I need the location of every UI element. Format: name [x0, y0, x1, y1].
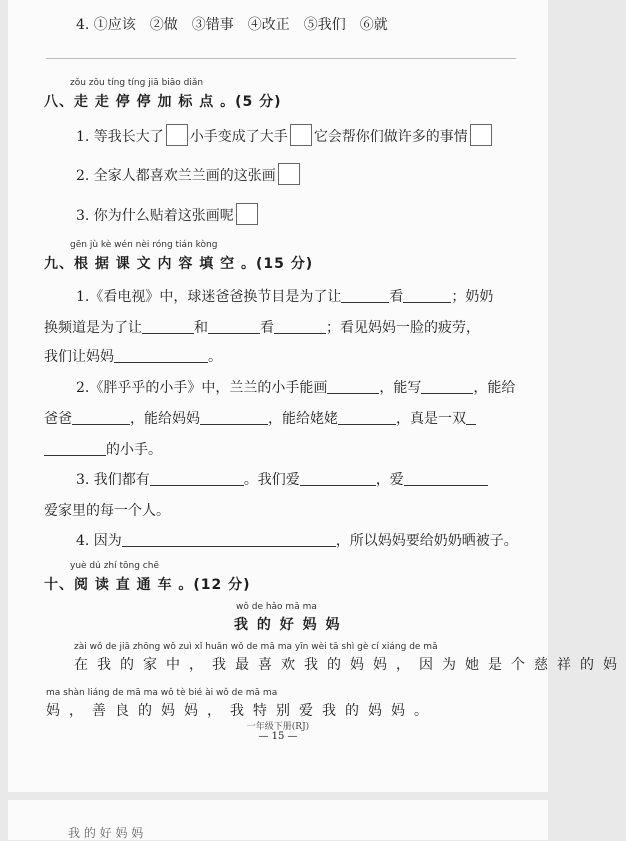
passage-line1-pinyin: zài wǒ de jiā zhōng wǒ zuì xǐ huān wǒ de mā ma yīn wèi tā shì gè cí xiáng de mā: [74, 642, 438, 652]
text: 的小手。: [106, 442, 162, 458]
sec9-q4: [76, 530, 518, 550]
punctuation-box[interactable]: [166, 124, 188, 146]
sec10-pinyin: yuè dú zhí tōng chē: [70, 561, 159, 571]
text: 。: [208, 349, 222, 365]
text: 和: [194, 320, 208, 336]
next-page-edge: [8, 800, 548, 840]
sec8-q2: [76, 163, 302, 185]
fill-blank[interactable]: [466, 410, 476, 425]
punctuation-box[interactable]: [290, 124, 312, 146]
text: 1.《看电视》中，球迷爸爸换节目是为了让: [76, 289, 342, 305]
sec8-q1: [76, 124, 494, 146]
sec9-q1-line1: [76, 286, 493, 306]
text: 看: [260, 320, 274, 336]
footer-book: 一年级下册(RJ): [246, 722, 310, 732]
fill-blank[interactable]: [114, 348, 208, 363]
word-options-line: 4. ①应该 ②做 ③错事 ④改正 ⑤我们 ⑥就: [76, 17, 388, 33]
page-number: — 15 —: [258, 731, 298, 742]
sec9-q3-line1: [76, 469, 488, 489]
passage-title: 我 的 好 妈 妈: [234, 617, 342, 633]
fill-blank[interactable]: [338, 410, 396, 425]
sec9-q3-line2: 爱家里的每一个人。: [44, 503, 170, 519]
text: 换频道是为了让: [44, 320, 142, 336]
fill-blank[interactable]: [72, 410, 130, 425]
text: 。我们爱: [243, 472, 300, 488]
sec8-q1-part-b: 小手变成了大手: [189, 129, 288, 145]
text: ，能给妈妈: [130, 411, 200, 427]
sec9-q1-line3: [44, 346, 222, 366]
text: ，所以妈妈要给奶奶晒被子。: [335, 533, 518, 549]
sec8-q3: [76, 203, 260, 225]
passage-line2-pinyin: ma shàn liáng de mā ma wǒ tè bié ài wǒ de mā ma: [46, 688, 278, 698]
fill-blank[interactable]: [403, 288, 451, 303]
sec8-q1-part-a: 1. 等我长大了: [76, 129, 164, 145]
text: 爸爸: [44, 411, 72, 427]
text: ；奶奶: [451, 289, 494, 305]
fill-blank[interactable]: [274, 319, 326, 334]
sec9-q2-line1: [76, 377, 515, 397]
sec9-pinyin: gēn jù kè wén nèi róng tián kòng: [70, 240, 218, 250]
passage-line1: 在我的家中，我最喜欢我的妈妈，因为她是个慈祥的妈: [74, 657, 626, 673]
fill-blank[interactable]: [122, 532, 336, 547]
punctuation-box[interactable]: [278, 163, 300, 185]
text: ，能写: [379, 380, 422, 396]
fill-blank[interactable]: [421, 379, 473, 394]
punctuation-box[interactable]: [236, 203, 258, 225]
fill-blank[interactable]: [150, 471, 244, 486]
fill-blank[interactable]: [44, 441, 106, 456]
text: ；看见妈妈一脸的疲劳，: [326, 320, 480, 336]
sec8-pinyin: zǒu zǒu tíng tíng jiā biāo diǎn: [70, 78, 204, 88]
sec9-title: 九、根 据 课 文 内 容 填 空 。(15 分): [44, 256, 314, 272]
text: ，能给: [473, 380, 516, 396]
text: 3. 我们都有: [76, 472, 150, 488]
fill-blank[interactable]: [200, 410, 268, 425]
next-page-text: 我 的 好 妈 妈: [68, 826, 144, 840]
text: ，爱: [375, 472, 404, 488]
fill-blank[interactable]: [327, 379, 379, 394]
sec9-q2-line3: [44, 439, 162, 459]
punctuation-box[interactable]: [470, 124, 492, 146]
fill-blank[interactable]: [341, 288, 389, 303]
fill-blank[interactable]: [208, 319, 260, 334]
passage-title-pinyin: wǒ de hǎo mā ma: [236, 602, 317, 612]
worksheet-page: [8, 0, 626, 792]
sec8-q2-text: 2. 全家人都喜欢兰兰画的这张画: [76, 168, 276, 184]
sec9-q2-line2: [44, 408, 476, 428]
text: ，真是一双: [396, 411, 466, 427]
sec8-title: 八、走 走 停 停 加 标 点 。(5 分): [44, 94, 282, 110]
sec10-title: 十、阅 读 直 通 车 。(12 分): [44, 577, 251, 593]
text: 4. 因为: [76, 533, 122, 549]
fill-blank[interactable]: [404, 471, 488, 486]
sec8-q1-part-c: 它会帮你们做许多的事情: [313, 129, 468, 145]
text: 我们让妈妈: [44, 349, 114, 365]
fill-blank[interactable]: [142, 319, 194, 334]
fill-blank[interactable]: [300, 471, 376, 486]
sec9-q1-line2: [44, 317, 480, 337]
sec8-q3-text: 3. 你为什么贴着这张画呢: [76, 208, 234, 224]
text: 2.《胖乎乎的小手》中，兰兰的小手能画: [76, 380, 328, 396]
passage-line2: 妈，善良的妈妈，我特别爱我的妈妈。: [46, 703, 437, 719]
answer-line: [46, 58, 516, 59]
text: 看: [389, 289, 404, 305]
text: ，能给姥姥: [268, 411, 338, 427]
